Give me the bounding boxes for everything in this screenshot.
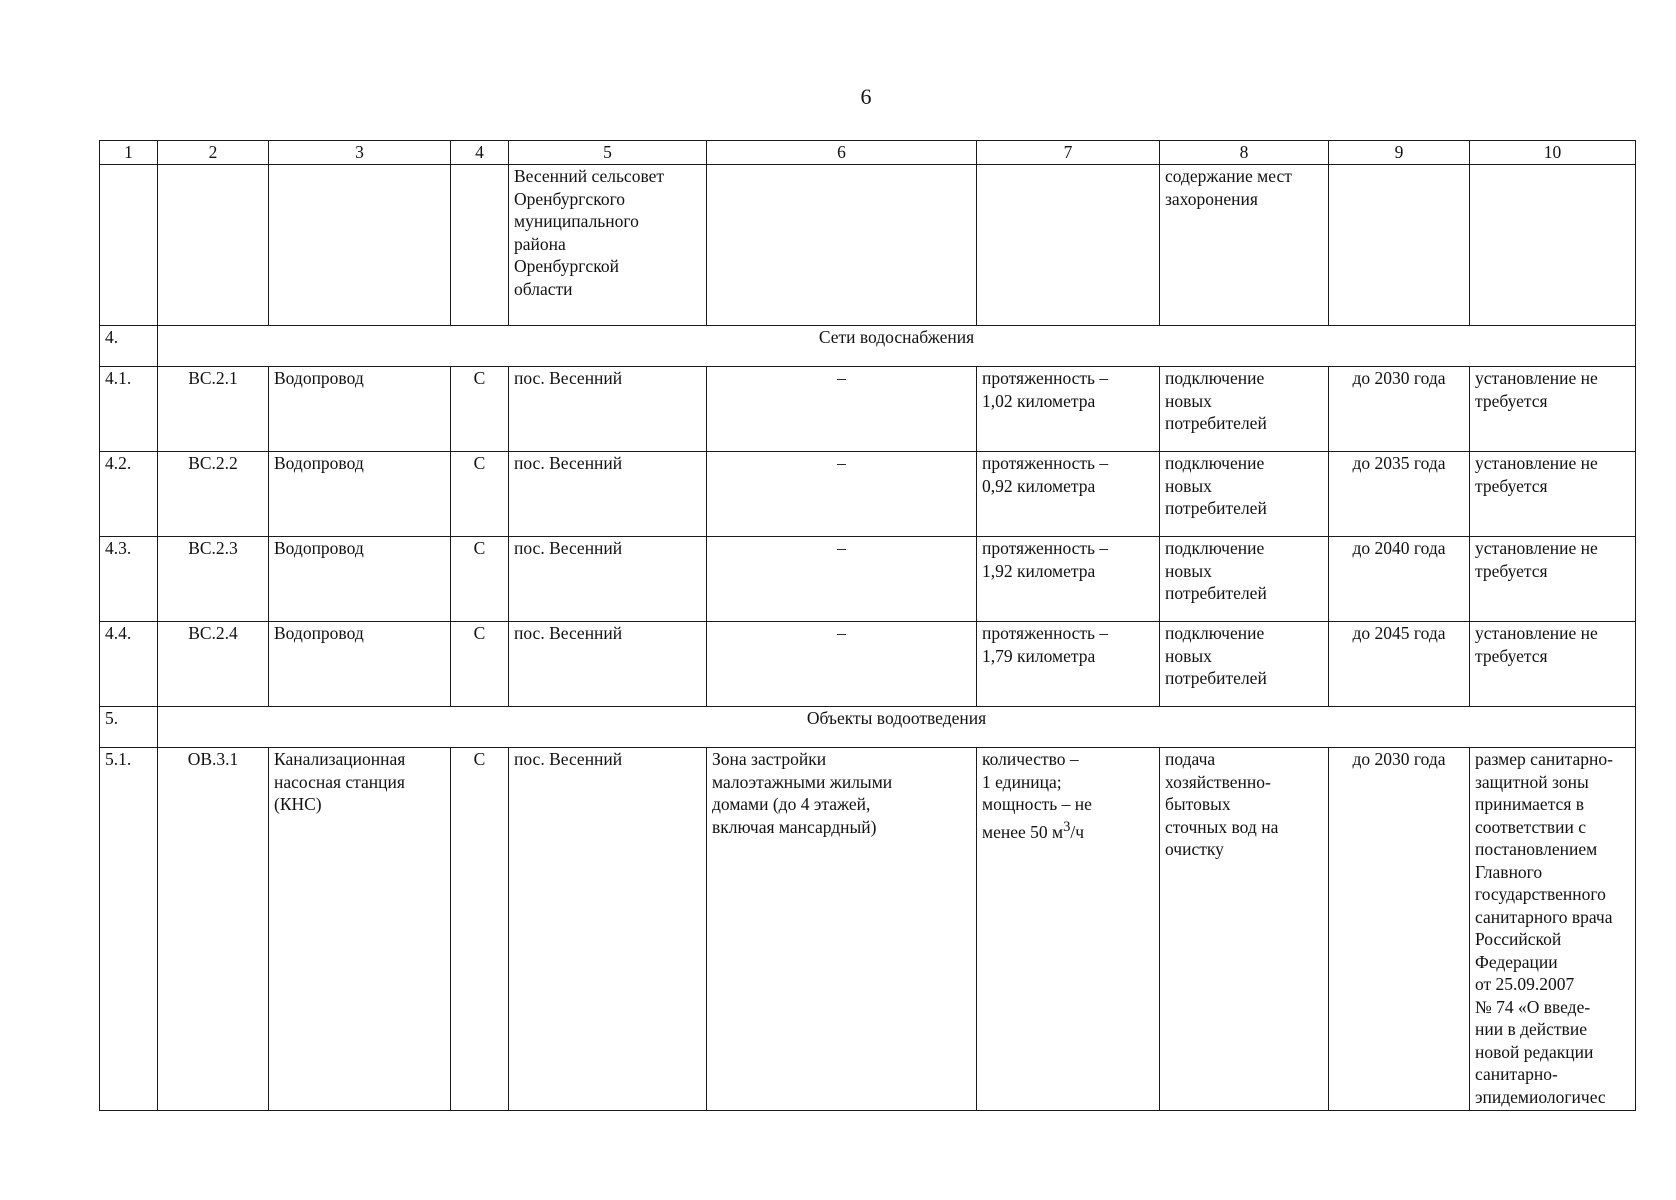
section-number: 4. xyxy=(100,326,158,367)
cell-characteristics: протяженность – 1,02 километра xyxy=(977,367,1160,452)
page-number: 6 xyxy=(860,84,872,109)
section-row-water-supply xyxy=(100,326,1636,367)
cell-object-name xyxy=(269,165,451,326)
cell-restrictions xyxy=(1470,165,1636,326)
characteristics-text: количество – 1 единица; мощность – не менее 50 м xyxy=(982,749,1092,842)
table-row xyxy=(100,367,1636,452)
header-cell-5: 5 xyxy=(509,141,707,165)
cell-status: С xyxy=(451,537,509,622)
cell-location: пос. Весенний xyxy=(509,452,707,537)
superscript-exponent: 3 xyxy=(1063,818,1071,835)
cell-characteristics: протяженность – 1,92 километра xyxy=(977,537,1160,622)
cell-code: ВС.2.1 xyxy=(158,367,269,452)
cell-restrictions: установление не требуется xyxy=(1470,622,1636,707)
header-cell-8: 8 xyxy=(1160,141,1329,165)
cell-location: пос. Весенний xyxy=(509,537,707,622)
cell-purpose: содержание мест захоронения xyxy=(1160,165,1329,326)
header-cell-3: 3 xyxy=(269,141,451,165)
cell-number: 4.4. xyxy=(100,622,158,707)
cell-object-name: Водопровод xyxy=(269,537,451,622)
header-cell-1: 1 xyxy=(100,141,158,165)
cell-deadline: до 2030 года xyxy=(1329,748,1470,1111)
cell-zone: – xyxy=(707,367,977,452)
cell-deadline: до 2030 года xyxy=(1329,367,1470,452)
header-cell-4: 4 xyxy=(451,141,509,165)
cell-deadline: до 2045 года xyxy=(1329,622,1470,707)
cell-status: С xyxy=(451,452,509,537)
section-number: 5. xyxy=(100,707,158,748)
cell-restrictions: установление не требуется xyxy=(1470,452,1636,537)
section-title: Объекты водоотведения xyxy=(158,707,1636,748)
cell-object-name: Водопровод xyxy=(269,367,451,452)
cell-number: 4.3. xyxy=(100,537,158,622)
cell-location: пос. Весенний xyxy=(509,748,707,1111)
header-cell-9: 9 xyxy=(1329,141,1470,165)
cell-code: ОВ.3.1 xyxy=(158,748,269,1111)
cell-purpose: подключение новых потребителей xyxy=(1160,622,1329,707)
section-title: Сети водоснабжения xyxy=(158,326,1636,367)
table-row xyxy=(100,622,1636,707)
cell-status: С xyxy=(451,748,509,1111)
cell-zone: – xyxy=(707,622,977,707)
cell-object-name: Водопровод xyxy=(269,452,451,537)
cell-characteristics xyxy=(977,748,1160,1111)
table-row xyxy=(100,748,1636,1111)
cell-deadline: до 2035 года xyxy=(1329,452,1470,537)
cell-restrictions: размер санитарно- защитной зоны принимается в соответствии с постановлением Главного государственного санитарного врача Российской Федерации от 25.09.2007 № 74 «О введе- нии в действие новой редакции санитарно- эпидемиологичес xyxy=(1470,748,1636,1111)
cell-status xyxy=(451,165,509,326)
planning-objects-table xyxy=(99,140,1636,1111)
cell-restrictions: установление не требуется xyxy=(1470,367,1636,452)
cell-location: пос. Весенний xyxy=(509,622,707,707)
table-row xyxy=(100,452,1636,537)
cell-zone xyxy=(707,165,977,326)
cell-purpose: подключение новых потребителей xyxy=(1160,452,1329,537)
cell-characteristics xyxy=(977,165,1160,326)
cell-zone: – xyxy=(707,537,977,622)
header-cell-7: 7 xyxy=(977,141,1160,165)
cell-zone: – xyxy=(707,452,977,537)
cell-deadline: до 2040 года xyxy=(1329,537,1470,622)
cell-location: пос. Весенний xyxy=(509,367,707,452)
cell-code: ВС.2.4 xyxy=(158,622,269,707)
cell-number xyxy=(100,165,158,326)
cell-location: Весенний сельсовет Оренбургского муниципального района Оренбургской области xyxy=(509,165,707,326)
cell-code: ВС.2.3 xyxy=(158,537,269,622)
cell-object-name: Водопровод xyxy=(269,622,451,707)
cell-zone: Зона застройки малоэтажными жилыми домами (до 4 этажей, включая мансардный) xyxy=(707,748,977,1111)
cell-purpose: подключение новых потребителей xyxy=(1160,367,1329,452)
table-row xyxy=(100,537,1636,622)
cell-restrictions: установление не требуется xyxy=(1470,537,1636,622)
cell-object-name: Канализационная насосная станция (КНС) xyxy=(269,748,451,1111)
cell-status: С xyxy=(451,367,509,452)
cell-characteristics: протяженность – 0,92 километра xyxy=(977,452,1160,537)
header-cell-2: 2 xyxy=(158,141,269,165)
continuation-row xyxy=(100,165,1636,326)
cell-purpose: подача хозяйственно- бытовых сточных вод на очистку xyxy=(1160,748,1329,1111)
cell-code: ВС.2.2 xyxy=(158,452,269,537)
cell-purpose: подключение новых потребителей xyxy=(1160,537,1329,622)
characteristics-unit: /ч xyxy=(1070,821,1085,842)
header-cell-6: 6 xyxy=(707,141,977,165)
cell-number: 5.1. xyxy=(100,748,158,1111)
cell-characteristics: протяженность – 1,79 километра xyxy=(977,622,1160,707)
section-row-wastewater xyxy=(100,707,1636,748)
cell-code xyxy=(158,165,269,326)
cell-number: 4.2. xyxy=(100,452,158,537)
cell-deadline xyxy=(1329,165,1470,326)
cell-number: 4.1. xyxy=(100,367,158,452)
header-cell-10: 10 xyxy=(1470,141,1636,165)
header-row xyxy=(100,141,1636,165)
cell-status: С xyxy=(451,622,509,707)
